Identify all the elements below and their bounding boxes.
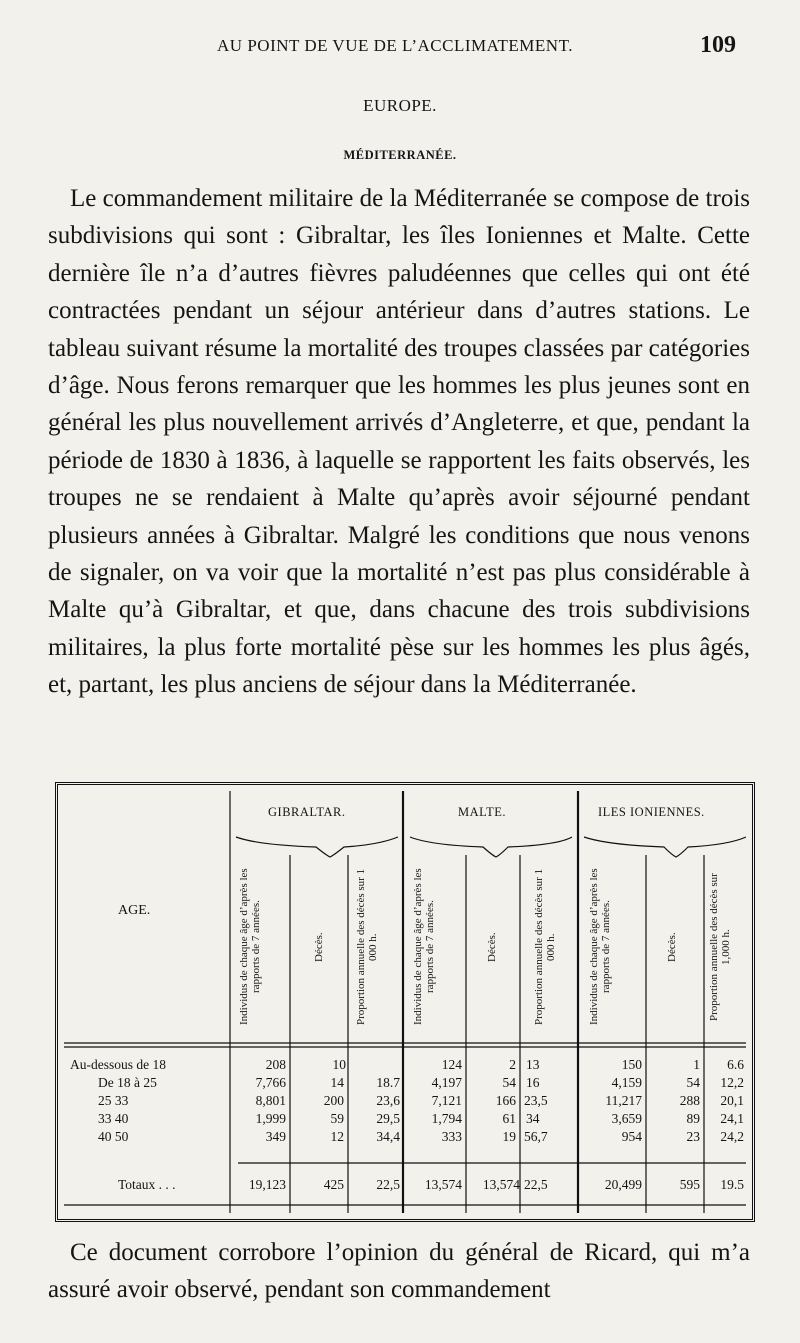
table-cell: 1 — [693, 1057, 700, 1072]
iles-ioniennes-header: ILES IONIENNES. — [598, 805, 705, 819]
ionian-deces-header: Décès. — [666, 932, 678, 962]
ionian-proportion-header: Proportion annuelle des décès sur 1,000 h. — [708, 873, 732, 1021]
table-cell: 16 — [526, 1075, 540, 1090]
totals-cell: 595 — [679, 1177, 700, 1192]
totals-cell: 19.5 — [720, 1177, 744, 1192]
table-cell: 12,2 — [720, 1075, 744, 1090]
table-cell: 1,999 — [255, 1111, 286, 1126]
malte-deces-header: Décès. — [486, 932, 498, 962]
table-cell: 14 — [330, 1075, 344, 1090]
mortality-table — [55, 782, 755, 1222]
malte-header: MALTE. — [458, 805, 507, 819]
table-cell: 2 — [509, 1057, 516, 1072]
malte-proportion-header: Proportion annuelle des décès sur 1 000 h. — [533, 868, 557, 1026]
subsection-title: MÉDITERRANÉE. — [343, 148, 457, 162]
table-cell: 59 — [330, 1111, 344, 1126]
age-column-header: AGE. — [118, 903, 151, 918]
table-cell: 34,4 — [376, 1129, 400, 1144]
table-cell: 24,2 — [720, 1129, 744, 1144]
running-title: AU POINT DE VUE DE L’ACCLIMATEMENT. — [217, 36, 573, 55]
table-cell: 13 — [526, 1057, 540, 1072]
table-cell: 1,794 — [431, 1111, 462, 1126]
table-cell: 150 — [621, 1057, 642, 1072]
table-cell: 54 — [502, 1075, 516, 1090]
table-cell: 6.6 — [727, 1057, 744, 1072]
totals-label: Totaux . . . — [118, 1177, 176, 1192]
table-cell: 166 — [495, 1093, 516, 1108]
ionian-individus-header: Individus de chaque âge d’après les rapports de 7 années. — [588, 868, 612, 1026]
table-cell: 4,159 — [611, 1075, 642, 1090]
table-cell: 200 — [323, 1093, 344, 1108]
totals-cell: 13,574 — [424, 1177, 462, 1192]
malte-individus-header: Individus de chaque âge d’après les rapports de 7 années. — [412, 868, 436, 1026]
gibraltar-header: GIBRALTAR. — [268, 805, 346, 819]
table-cell: 11,217 — [605, 1093, 642, 1108]
table-cell: 56,7 — [524, 1129, 548, 1144]
totals-cell: 13,574 — [482, 1177, 520, 1192]
table-cell: 288 — [679, 1093, 700, 1108]
table-cell: 34 — [526, 1111, 540, 1126]
table-cell: 23,5 — [524, 1093, 548, 1108]
table-cell: 19 — [502, 1129, 516, 1144]
closing-paragraph: Ce document corrobore l’opinion du général de Ricard, qui m’a assuré avoir observé, pendant son commandement — [48, 1239, 750, 1304]
row-age-label: 33 40 — [98, 1111, 129, 1126]
table-cell: 23,6 — [376, 1093, 400, 1108]
totals-cell: 19,123 — [248, 1177, 286, 1192]
row-age-label: Au-dessous de 18 — [70, 1057, 166, 1072]
page-number: 109 — [700, 32, 736, 58]
table-cell: 12 — [330, 1129, 344, 1144]
table-cell: 20,1 — [720, 1093, 744, 1108]
table-cell: 3,659 — [611, 1111, 642, 1126]
section-title: EUROPE. — [363, 96, 437, 115]
totals-cell: 22,5 — [524, 1177, 548, 1192]
table-cell: 18.7 — [376, 1075, 400, 1090]
gibraltar-proportion-header: Proportion annuelle des décès sur 1 000 h. — [355, 868, 379, 1026]
totals-cell: 20,499 — [604, 1177, 642, 1192]
row-age-label: 25 33 — [98, 1093, 129, 1108]
table-cell: 29,5 — [376, 1111, 400, 1126]
totals-cell: 22,5 — [376, 1177, 400, 1192]
table-cell: 89 — [686, 1111, 700, 1126]
table-cell: 8,801 — [255, 1093, 286, 1108]
body-paragraph: Le commandement militaire de la Méditerranée se compose de trois subdivisions qui sont : Gibraltar, les îles Ioniennes et Malte. Cette dernière île n’a d’autres fièvres paludéennes que celles qui ont été contractées pendant un séjour antérieur dans d’autres stations. Le tableau suivant résume la mortalité des troupes classées par catégories d’âge. Nous ferons remarquer que les hommes les plus jeunes sont en général les plus nouvellement arrivés d’Angleterre, et que, pendant la période de 1830 à 1836, à laquelle se rapportent les faits observés, les troupes ne se rendaient à Malte qu’après avoir séjourné pendant plusieurs années à Gibraltar. Malgré les conditions que nous venons de signaler, on va voir que la mortalité n’est pas plus considérable à Malte qu’à Gibraltar, et que, dans chacune des trois subdivisions militaires, la plus forte mortalité pèse sur les hommes les plus âgés, et, partant, les plus anciens de séjour dans la Méditerranée. — [48, 185, 750, 699]
table-cell: 954 — [621, 1129, 642, 1144]
table-rules — [58, 785, 752, 1219]
table-cell: 7,766 — [255, 1075, 286, 1090]
table-cell: 61 — [502, 1111, 516, 1126]
table-cell: 23 — [686, 1129, 700, 1144]
totals-cell: 425 — [323, 1177, 344, 1192]
table-cell: 333 — [441, 1129, 462, 1144]
table-cell: 10 — [332, 1057, 346, 1072]
gibraltar-individus-header: Individus de chaque âge d’après les rapports de 7 années. — [238, 868, 262, 1026]
table-cell: 54 — [686, 1075, 700, 1090]
table-cell: 24,1 — [720, 1111, 744, 1126]
table-cell: 124 — [441, 1057, 462, 1072]
row-age-label: De 18 à 25 — [98, 1075, 157, 1090]
row-age-label: 40 50 — [98, 1129, 129, 1144]
table-cell: 7,121 — [431, 1093, 462, 1108]
table-cell: 4,197 — [431, 1075, 462, 1090]
gibraltar-deces-header: Décès. — [313, 932, 325, 962]
table-cell: 349 — [265, 1129, 286, 1144]
table-cell: 208 — [265, 1057, 286, 1072]
